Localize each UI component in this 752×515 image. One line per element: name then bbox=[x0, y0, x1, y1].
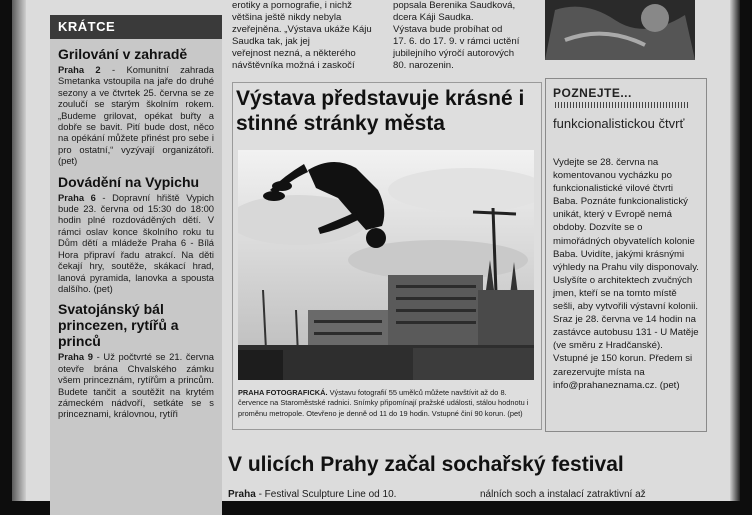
top-photo-fragment bbox=[545, 0, 695, 60]
top-article-column-1 bbox=[232, 0, 382, 72]
news-item-body bbox=[58, 351, 214, 419]
parkour-photo-illustration bbox=[238, 150, 534, 380]
poznejte-body: Vydejte se 28. června na komentovanou vycházku po funkcionalistické vilové čtvrti Baba. Poznáte funkcionalistický unikát, který v Evropě nemá obdoby. Dozvíte se o mimořádných obyvatelích kolonie Baba. Uvidíte, jakými krásnými výhledy na Prahu vily disponovaly. Uslyšíte o architektech zvučných jmen, kteří se na tomto místě sešli, aby vytvořili výstavní kolonii. Sraz je 28. června ve 14 hodin na zastávce autobusu 131 - U Matěje (ve směru z Hradčanské). Vstupné je 150 korun. Předem si zarezervujte místa na info@prahaneznama.cz. (pet) bbox=[553, 157, 699, 391]
kratce-news-column bbox=[50, 15, 222, 515]
bottom-lede-place: Praha bbox=[228, 489, 256, 500]
news-item-text: - Už počtvrté se 21. června otevře brána Chvalského zámku všem princeznám, rytířům a princům. Budete tančit a soutěžit na krytém zámeckém nádvoří, setkáte se s princeznami, královnou, rytíři bbox=[58, 351, 214, 420]
text-line: většina ještě nikdy nebyla bbox=[232, 12, 342, 23]
text-line: Výstava bude probíhat od bbox=[393, 24, 503, 35]
news-item-place: Praha 2 bbox=[58, 64, 101, 75]
news-item-text: - Dopravní hřiště Vypich bude 23. června od 15:30 do 18:00 hodin plné rozdováděných dětí. V rámci oslav konce školního roku tu Dům dětí a mládeže Praha 6 - Bílá Hora připraví řadu atrakcí. Na děti čekají hry, soutěže, skákací hrad, lanová pyramida, lanovka a spousta dalšího. (pet) bbox=[58, 191, 215, 294]
text-line: erotiky a pornografie, i nichž bbox=[232, 0, 352, 11]
text-line: návštěvníka možná i zaskočí bbox=[232, 60, 355, 71]
text-line: jubilejního výročí autorových bbox=[393, 48, 515, 59]
news-item-title: Dovádění na Vypichu bbox=[58, 173, 200, 190]
news-item-body bbox=[58, 64, 214, 167]
text-line: veřejnost nezná, a některého bbox=[232, 48, 356, 59]
news-item-body bbox=[58, 192, 214, 295]
bottom-headline: V ulicích Prahy začal sochařský festival bbox=[228, 453, 624, 476]
text-line: 17. 6. do 17. 9. v rámci uctění bbox=[393, 36, 520, 47]
news-item-place: Praha 6 bbox=[58, 191, 96, 203]
news-item-place: Praha 9 bbox=[58, 351, 93, 363]
text-line: zveřejněna. „Výstava ukáže Káju Saudka tak, jak jej bbox=[232, 24, 372, 47]
text-line: 80. narozenin. bbox=[393, 60, 454, 71]
news-item bbox=[50, 301, 222, 419]
poznejte-title: funkcionalistickou čtvrť bbox=[553, 116, 685, 131]
photo-caption bbox=[238, 388, 536, 419]
caption-text: Výstavu fotografií 55 umělců můžete navštívit až do 8. července na Staroměstské radnici. Snímky připomínají pražské události, stálou hodnotu i proměnu metropole. Otevřeno je denně od 11 do 19 hodin. Vstupné činí 90 korun. (pet) bbox=[238, 388, 529, 418]
news-item-title: Svatojánský bál princezen, rytířů a princů bbox=[58, 301, 179, 350]
news-item bbox=[50, 174, 222, 295]
feature-headline: Výstava představuje krásné i stinné stránky města bbox=[236, 87, 525, 135]
page-edge-shadow bbox=[730, 0, 740, 501]
page-fold-shadow bbox=[12, 0, 26, 501]
text-line: popsala Berenika Saudková, bbox=[393, 0, 516, 11]
news-item bbox=[50, 46, 222, 167]
top-article-column-2 bbox=[393, 0, 538, 72]
poznejte-kicker: POZNEJTE... bbox=[553, 86, 632, 100]
news-item-title: Grilování v zahradě bbox=[58, 46, 188, 62]
bottom-lede-text: - Festival Sculpture Line od 10. bbox=[255, 489, 397, 500]
kratce-header: KRÁTCE bbox=[50, 15, 222, 39]
news-item-text: - Komunitní zahrada Smetanka vstoupila na jaře do druhé sezony a ve čtvrtek 25. června se ze zoulučí se starým školním rokem. „Budeme grilovat, opékat buřty a dobře se bavit. Pití bude dost, něco na opékání můžete přinést pro sebe i pro ostatní,“ vyzývají organizátoři. (pet) bbox=[58, 64, 215, 167]
bottom-lede-right: nálních soch a instalací zatraktivní až bbox=[480, 489, 646, 500]
bottom-lede bbox=[228, 489, 396, 500]
feature-photo bbox=[238, 150, 534, 380]
dotted-rule bbox=[555, 102, 688, 108]
caption-lead: PRAHA FOTOGRAFICKÁ. bbox=[238, 388, 328, 397]
text-line: dcera Káji Saudka. bbox=[393, 12, 474, 23]
